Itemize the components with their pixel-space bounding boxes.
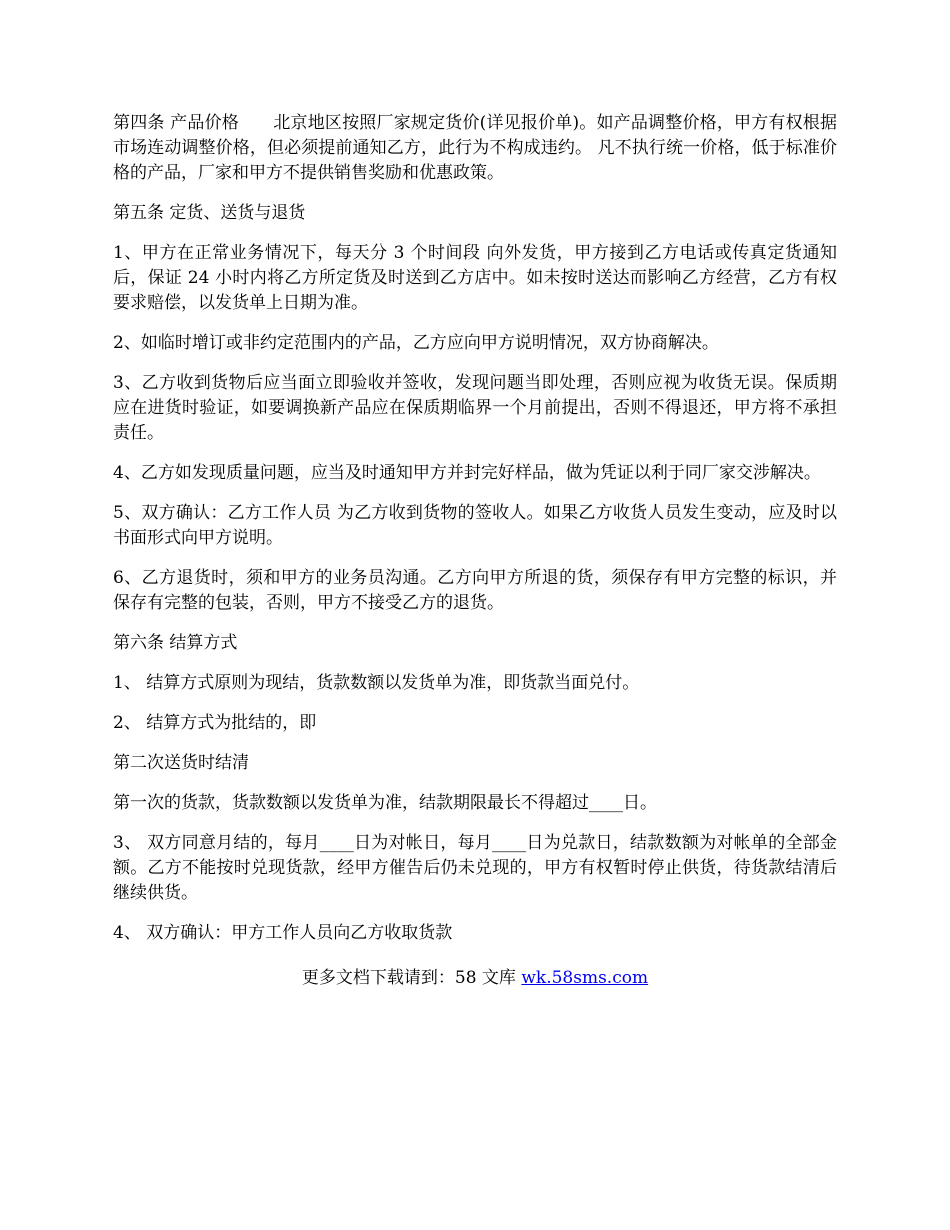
- article-5-clause-1: 1、甲方在正常业务情况下，每天分 3 个时间段 向外发货，甲方接到乙方电话或传真定货通知后，保证 24 小时内将乙方所定货及时送到乙方店中。如未按时送达而影响乙方经营，乙方有权要求赔偿，以发货单上日期为准。: [113, 243, 837, 313]
- article-4-price-paragraph: 第四条 产品价格 北京地区按照厂家规定货价(详见报价单)。如产品调整价格，甲方有权根据市场连动调整价格，但必须提前通知乙方，此行为不构成违约。 凡不执行统一价格，低于标准价格的产品，厂家和甲方不提供销售奖励和优惠政策。: [113, 113, 837, 183]
- article-5-clause-3: 3、乙方收到货物后应当面立即验收并签收，发现问题当即处理，否则应视为收货无误。保质期应在进货时验证，如要调换新产品应在保质期临界一个月前提出，否则不得退还，甲方将不承担责任。: [113, 373, 837, 443]
- article-6-clause-2: 2、 结算方式为批结的，即: [113, 713, 317, 733]
- article-5-clause-4: 4、乙方如发现质量问题，应当及时通知甲方并封完好样品，做为凭证以利于同厂家交涉解决。: [113, 463, 821, 483]
- article-5-clause-2: 2、如临时增订或非约定范围内的产品，乙方应向甲方说明情况，双方协商解决。: [113, 333, 719, 353]
- article-5-heading: 第五条 定货、送货与退货: [113, 203, 306, 223]
- footer-prefix-text: 更多文档下载请到：58 文库: [301, 968, 522, 988]
- article-6-clause-2-line-b: 第一次的货款，货款数额以发货单为准，结款期限最长不得超过____日。: [113, 793, 657, 813]
- article-6-heading: 第六条 结算方式: [113, 633, 238, 653]
- article-6-clause-4: 4、 双方确认：甲方工作人员向乙方收取货款: [113, 923, 453, 943]
- footer-download-link[interactable]: wk.58sms.com: [521, 968, 649, 988]
- article-5-clause-5: 5、双方确认：乙方工作人员 为乙方收到货物的签收人。如果乙方收货人员发生变动，应及时以书面形式向甲方说明。: [113, 503, 837, 548]
- download-footer: [113, 966, 837, 991]
- article-6-clause-3: 3、 双方同意月结的，每月____日为对帐日，每月____日为兑款日，结款数额为对帐单的全部金额。乙方不能按时兑现货款，经甲方催告后仍未兑现的，甲方有权暂时停止供货，待货款结清后继续供货。: [113, 833, 837, 903]
- article-5-clause-6: 6、乙方退货时，须和甲方的业务员沟通。乙方向甲方所退的货，须保存有甲方完整的标识，并保存有完整的包装，否则，甲方不接受乙方的退货。: [113, 568, 837, 613]
- contract-body: [113, 111, 837, 961]
- article-6-clause-1: 1、 结算方式原则为现结，货款数额以发货单为准，即货款当面兑付。: [113, 673, 640, 693]
- article-6-clause-2-line-a: 第二次送货时结清: [113, 753, 249, 773]
